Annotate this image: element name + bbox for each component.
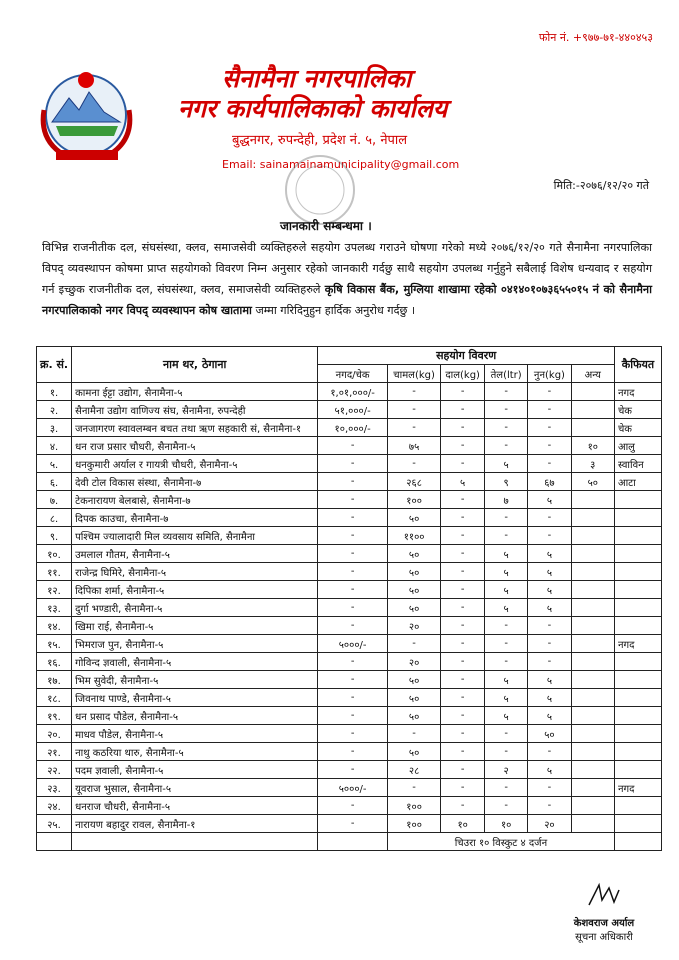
signatory-title: सूचना अधिकारी bbox=[575, 932, 633, 943]
table-cell: - bbox=[441, 689, 485, 707]
table-cell: २६८ bbox=[387, 473, 440, 491]
table-cell: ११०० bbox=[387, 527, 440, 545]
table-row bbox=[37, 563, 662, 581]
table-cell bbox=[614, 743, 661, 761]
table-cell: - bbox=[318, 797, 388, 815]
table-cell: १८. bbox=[37, 689, 72, 707]
table-cell: ५१,०००/- bbox=[318, 401, 388, 419]
col-sn: क्र. सं. bbox=[37, 347, 72, 383]
signature-mark bbox=[584, 880, 624, 910]
table-cell: आटा bbox=[614, 473, 661, 491]
table-cell: भिमराज पुन, सैनामैना-५ bbox=[72, 635, 318, 653]
table-cell: - bbox=[441, 797, 485, 815]
table-cell: १०० bbox=[387, 815, 440, 833]
table-cell bbox=[571, 509, 614, 527]
table-row bbox=[37, 779, 662, 797]
table-cell: - bbox=[318, 581, 388, 599]
table-cell: - bbox=[528, 527, 571, 545]
bank-details: कृषि विकास बैंक, मुग्लिया शाखामा रहेको ०४१४०१०७३६५५०१५ नं को सैनामैना नगरपालिकाको नगर विपद् व्यवस्थापन कोष खातामा bbox=[42, 283, 652, 317]
table-cell: १०. bbox=[37, 545, 72, 563]
table-cell bbox=[614, 581, 661, 599]
table-cell bbox=[571, 761, 614, 779]
table-cell: - bbox=[528, 779, 571, 797]
table-row bbox=[37, 455, 662, 473]
table-cell: ५ bbox=[528, 545, 571, 563]
table-cell: - bbox=[441, 509, 485, 527]
table-cell: - bbox=[441, 455, 485, 473]
table-cell: ६. bbox=[37, 473, 72, 491]
table-footer-row bbox=[37, 833, 662, 851]
table-cell bbox=[571, 491, 614, 509]
table-cell: - bbox=[485, 779, 528, 797]
table-cell: ५०००/- bbox=[318, 635, 388, 653]
table-cell: १०० bbox=[387, 797, 440, 815]
table-cell: ५ bbox=[528, 671, 571, 689]
signature-block bbox=[559, 880, 649, 943]
table-cell: - bbox=[528, 401, 571, 419]
table-cell: - bbox=[441, 581, 485, 599]
table-cell bbox=[571, 689, 614, 707]
phone-number: फोन नं. +९७७-७१-४४०४५३ bbox=[538, 31, 653, 44]
table-cell bbox=[614, 599, 661, 617]
table-row bbox=[37, 653, 662, 671]
table-cell: ५ bbox=[485, 545, 528, 563]
table-cell: ३ bbox=[571, 455, 614, 473]
municipality-emblem bbox=[34, 70, 139, 165]
table-row bbox=[37, 689, 662, 707]
table-cell: भिम सुवेदी, सैनामैना-५ bbox=[72, 671, 318, 689]
table-cell: नगद bbox=[614, 383, 661, 401]
table-cell bbox=[571, 653, 614, 671]
table-cell: राजेन्द्र घिमिरे, सैनामैना-५ bbox=[72, 563, 318, 581]
table-cell: - bbox=[441, 401, 485, 419]
table-cell: १७. bbox=[37, 671, 72, 689]
table-cell: ५ bbox=[485, 707, 528, 725]
table-cell: - bbox=[528, 383, 571, 401]
table-cell: ५. bbox=[37, 455, 72, 473]
table-cell: - bbox=[441, 545, 485, 563]
table-cell: - bbox=[528, 419, 571, 437]
office-name: नगर कार्यपालिकाको कार्यालय bbox=[178, 94, 448, 123]
table-cell bbox=[614, 689, 661, 707]
table-cell: - bbox=[485, 635, 528, 653]
table-cell: - bbox=[318, 743, 388, 761]
office-address: बुद्धनगर, रुपन्देही, प्रदेश नं. ५, नेपाल bbox=[232, 133, 408, 148]
table-cell: - bbox=[485, 383, 528, 401]
table-cell: - bbox=[528, 743, 571, 761]
table-cell: ५० bbox=[387, 743, 440, 761]
table-cell: - bbox=[485, 527, 528, 545]
table-cell: ८. bbox=[37, 509, 72, 527]
table-cell: - bbox=[441, 707, 485, 725]
subcol-2: दाल(kg) bbox=[441, 365, 485, 383]
table-cell: ५ bbox=[485, 599, 528, 617]
table-row bbox=[37, 491, 662, 509]
letter-date: मिति:-२०७६/१२/२० गते bbox=[553, 179, 649, 192]
table-cell: - bbox=[485, 617, 528, 635]
table-cell: - bbox=[387, 725, 440, 743]
table-cell: स्वाविन bbox=[614, 455, 661, 473]
table-cell: १३. bbox=[37, 599, 72, 617]
table-cell: १६. bbox=[37, 653, 72, 671]
table-cell: खिमा राई, सैनामैना-५ bbox=[72, 617, 318, 635]
table-cell: - bbox=[485, 743, 528, 761]
table-cell: ५ bbox=[485, 671, 528, 689]
table-cell: - bbox=[528, 635, 571, 653]
table-cell: ९. bbox=[37, 527, 72, 545]
table-cell bbox=[571, 545, 614, 563]
table-cell bbox=[614, 815, 661, 833]
table-cell bbox=[614, 707, 661, 725]
table-cell: २८ bbox=[387, 761, 440, 779]
table-cell: - bbox=[528, 437, 571, 455]
table-cell: ५ bbox=[528, 581, 571, 599]
table-cell: - bbox=[387, 419, 440, 437]
table-cell: - bbox=[485, 725, 528, 743]
table-row bbox=[37, 419, 662, 437]
table-cell: - bbox=[441, 563, 485, 581]
table-cell bbox=[614, 797, 661, 815]
table-cell: ९ bbox=[485, 473, 528, 491]
table-cell: - bbox=[387, 401, 440, 419]
footer-note: चिउरा १० विस्कुट ४ दर्जन bbox=[387, 833, 614, 851]
table-cell: ५ bbox=[528, 599, 571, 617]
table-cell: ७ bbox=[485, 491, 528, 509]
table-cell: - bbox=[318, 617, 388, 635]
table-cell: - bbox=[528, 797, 571, 815]
table-cell bbox=[571, 725, 614, 743]
table-cell bbox=[614, 653, 661, 671]
table-row bbox=[37, 437, 662, 455]
table-cell: - bbox=[318, 707, 388, 725]
table-cell: यूवराज भुसाल, सैनामैना-५ bbox=[72, 779, 318, 797]
col-remark: कैफियत bbox=[614, 347, 661, 383]
letter-body bbox=[42, 237, 652, 321]
office-email: Email: sainamainamunicipality@gmail.com bbox=[222, 158, 460, 171]
table-cell bbox=[614, 563, 661, 581]
table-cell bbox=[614, 671, 661, 689]
table-cell: नगद bbox=[614, 779, 661, 797]
table-cell: - bbox=[528, 509, 571, 527]
table-cell: ५ bbox=[485, 563, 528, 581]
subcol-4: नुन(kg) bbox=[528, 365, 571, 383]
table-cell: - bbox=[318, 509, 388, 527]
table-cell: - bbox=[318, 527, 388, 545]
table-cell: ५ bbox=[528, 491, 571, 509]
table-cell bbox=[571, 383, 614, 401]
table-cell: दिपिका शर्मा, सैनामैना-५ bbox=[72, 581, 318, 599]
table-cell: ५० bbox=[387, 689, 440, 707]
table-cell: ४. bbox=[37, 437, 72, 455]
table-cell: ५ bbox=[485, 689, 528, 707]
letter-subject: जानकारी सम्बन्धमा । bbox=[280, 219, 372, 233]
table-cell: १. bbox=[37, 383, 72, 401]
table-cell: नारायण बहादुर रावल, सैनामैना-१ bbox=[72, 815, 318, 833]
table-cell: माधव पौडेल, सैनामैना-५ bbox=[72, 725, 318, 743]
table-cell: १०,०००/- bbox=[318, 419, 388, 437]
table-cell: - bbox=[441, 725, 485, 743]
table-cell: ३. bbox=[37, 419, 72, 437]
table-cell: - bbox=[441, 527, 485, 545]
table-cell: - bbox=[387, 455, 440, 473]
body-paragraph: विभिन्न राजनीतीक दल, संघसंस्था, क्लव, समाजसेवी व्यक्तिहरुले सहयोग उपलब्ध गराउने घोषणा गरेको मध्ये २०७६/१२/२० गते सैनामैना नगरपालिका विपद् व्यवस्थापन कोषमा प्राप्त सहयोगको विवरण निम्न अनुसार रहेको जानकारी गर्दछु साथै सहयोग उपलब्ध गर्नुहुने सबैलाई विशेष धन्यवाद र सहयोग गर्न इच्छुक राजनीतीक दल, संघसंस्था, क्लव, समाजसेवी व्यक्तिहरुले bbox=[42, 241, 652, 296]
table-cell bbox=[571, 743, 614, 761]
table-cell bbox=[614, 725, 661, 743]
table-cell: ५० bbox=[387, 707, 440, 725]
table-cell bbox=[571, 779, 614, 797]
table-cell: १०० bbox=[387, 491, 440, 509]
table-cell: - bbox=[485, 437, 528, 455]
table-cell: - bbox=[528, 653, 571, 671]
table-cell: टेकनारायण बेलबासे, सैनामैना-७ bbox=[72, 491, 318, 509]
table-row bbox=[37, 725, 662, 743]
table-cell: जिवनाथ पाण्डे, सैनामैना-५ bbox=[72, 689, 318, 707]
table-cell: - bbox=[441, 617, 485, 635]
table-cell: - bbox=[441, 743, 485, 761]
table-row bbox=[37, 707, 662, 725]
table-cell: २५. bbox=[37, 815, 72, 833]
table-cell: - bbox=[485, 401, 528, 419]
table-cell: २३. bbox=[37, 779, 72, 797]
table-cell: १० bbox=[571, 437, 614, 455]
table-cell: धनकुमारी अर्याल र गायत्री चौधरी, सैनामैना-५ bbox=[72, 455, 318, 473]
table-cell bbox=[571, 563, 614, 581]
table-cell: - bbox=[318, 671, 388, 689]
table-cell: पश्चिम ज्यालादारी मिल व्यवसाय समिति, सैनामैना bbox=[72, 527, 318, 545]
table-cell: - bbox=[318, 689, 388, 707]
table-cell: २१. bbox=[37, 743, 72, 761]
table-cell: सैनामैना उद्योग वाणिज्य संघ, सैनामैना, रुपन्देही bbox=[72, 401, 318, 419]
table-row bbox=[37, 545, 662, 563]
table-cell: ५ bbox=[528, 707, 571, 725]
table-cell: - bbox=[485, 419, 528, 437]
table-cell: २४. bbox=[37, 797, 72, 815]
table-cell: पदम ज्ञवाली, सैनामैना-५ bbox=[72, 761, 318, 779]
table-cell: नगद bbox=[614, 635, 661, 653]
table-cell: २० bbox=[387, 617, 440, 635]
table-cell: - bbox=[387, 779, 440, 797]
table-cell: - bbox=[441, 761, 485, 779]
subcol-1: चामल(kg) bbox=[387, 365, 440, 383]
table-cell: ५ bbox=[528, 689, 571, 707]
table-cell: - bbox=[485, 797, 528, 815]
table-cell: - bbox=[318, 761, 388, 779]
table-cell: दुर्गा भण्डारी, सैनामैना-५ bbox=[72, 599, 318, 617]
table-cell: - bbox=[387, 635, 440, 653]
table-row bbox=[37, 635, 662, 653]
table-cell: - bbox=[318, 815, 388, 833]
table-cell: १,०१,०००/- bbox=[318, 383, 388, 401]
table-cell: जनजागरण स्वावलम्बन बचत तथा ऋण सहकारी सं, सैनामैना-१ bbox=[72, 419, 318, 437]
table-cell bbox=[614, 545, 661, 563]
table-cell bbox=[571, 581, 614, 599]
table-cell: - bbox=[441, 653, 485, 671]
table-cell: - bbox=[387, 383, 440, 401]
table-cell: - bbox=[441, 599, 485, 617]
table-cell bbox=[571, 599, 614, 617]
table-cell: ५ bbox=[528, 563, 571, 581]
table-cell: धनराज चौधरी, सैनामैना-५ bbox=[72, 797, 318, 815]
table-row bbox=[37, 599, 662, 617]
table-cell: - bbox=[318, 455, 388, 473]
table-cell: ७५ bbox=[387, 437, 440, 455]
subcol-5: अन्य bbox=[571, 365, 614, 383]
table-cell: उमलाल गौतम, सैनामैना-५ bbox=[72, 545, 318, 563]
table-cell bbox=[614, 491, 661, 509]
table-cell bbox=[571, 707, 614, 725]
table-cell: धन राज प्रसार चौधरी, सैनामैना-५ bbox=[72, 437, 318, 455]
table-cell: ५० bbox=[387, 545, 440, 563]
table-row bbox=[37, 761, 662, 779]
table-cell: ५० bbox=[528, 725, 571, 743]
table-cell: - bbox=[485, 653, 528, 671]
table-row bbox=[37, 383, 662, 401]
table-cell: - bbox=[318, 545, 388, 563]
col-support: सहयोग विवरण bbox=[318, 347, 615, 365]
table-cell: - bbox=[441, 671, 485, 689]
table-cell: २. bbox=[37, 401, 72, 419]
table-cell: १२. bbox=[37, 581, 72, 599]
table-cell: १० bbox=[441, 815, 485, 833]
table-cell: - bbox=[318, 491, 388, 509]
table-cell: नाथु कठरिया थारु, सैनामैना-५ bbox=[72, 743, 318, 761]
table-cell: गोविन्द ज्ञवाली, सैनामैना-५ bbox=[72, 653, 318, 671]
donation-table bbox=[36, 346, 662, 851]
table-cell: ६७ bbox=[528, 473, 571, 491]
body-closing: जम्मा गरिदिनुहुन हार्दिक अनुरोध गर्दछु । bbox=[255, 304, 416, 317]
table-cell: - bbox=[318, 653, 388, 671]
table-cell: दिपक काउचा, सैनामैना-७ bbox=[72, 509, 318, 527]
table-cell bbox=[571, 617, 614, 635]
table-cell: ११. bbox=[37, 563, 72, 581]
table-cell: २० bbox=[387, 653, 440, 671]
signatory-name: केशवराज अर्याल bbox=[573, 918, 635, 929]
table-cell: कामना ईट्टा उद्योग, सैनामैना-५ bbox=[72, 383, 318, 401]
table-cell: ७. bbox=[37, 491, 72, 509]
table-cell: २२. bbox=[37, 761, 72, 779]
table-cell: - bbox=[441, 419, 485, 437]
table-cell: ५ bbox=[485, 455, 528, 473]
table-cell bbox=[571, 635, 614, 653]
table-cell bbox=[571, 797, 614, 815]
table-cell: - bbox=[528, 617, 571, 635]
table-cell bbox=[571, 527, 614, 545]
table-cell: धन प्रसाद पौडेल, सैनामैना-५ bbox=[72, 707, 318, 725]
table-cell bbox=[571, 401, 614, 419]
table-cell: २०. bbox=[37, 725, 72, 743]
municipality-name: सैनामैना नगरपालिका bbox=[222, 64, 412, 93]
table-cell: - bbox=[441, 779, 485, 797]
table-cell bbox=[614, 617, 661, 635]
table-cell: आलु bbox=[614, 437, 661, 455]
table-cell: - bbox=[318, 599, 388, 617]
table-row bbox=[37, 527, 662, 545]
table-cell: ५ bbox=[485, 581, 528, 599]
subcol-3: तेल(ltr) bbox=[485, 365, 528, 383]
table-cell: चेक bbox=[614, 401, 661, 419]
table-cell: १९. bbox=[37, 707, 72, 725]
table-row bbox=[37, 509, 662, 527]
table-cell: १५. bbox=[37, 635, 72, 653]
table-cell: ५०००/- bbox=[318, 779, 388, 797]
table-cell: ५० bbox=[387, 563, 440, 581]
table-cell: - bbox=[318, 437, 388, 455]
table-cell bbox=[614, 761, 661, 779]
table-cell: - bbox=[318, 725, 388, 743]
table-cell: २० bbox=[528, 815, 571, 833]
table-cell: ५० bbox=[387, 509, 440, 527]
table-cell: १० bbox=[485, 815, 528, 833]
table-cell: ५० bbox=[387, 671, 440, 689]
table-cell bbox=[571, 815, 614, 833]
table-row bbox=[37, 743, 662, 761]
table-cell: ५ bbox=[441, 473, 485, 491]
table-cell: - bbox=[441, 437, 485, 455]
table-row bbox=[37, 815, 662, 833]
table-row bbox=[37, 473, 662, 491]
table-cell: ५ bbox=[528, 761, 571, 779]
table-row bbox=[37, 617, 662, 635]
table-cell bbox=[571, 419, 614, 437]
table-cell: - bbox=[318, 473, 388, 491]
table-cell: - bbox=[441, 635, 485, 653]
table-row bbox=[37, 671, 662, 689]
table-cell: ५० bbox=[387, 599, 440, 617]
table-cell: १४. bbox=[37, 617, 72, 635]
col-name: नाम थर, ठेगाना bbox=[72, 347, 318, 383]
table-cell: - bbox=[485, 509, 528, 527]
subcol-0: नगद/चेक bbox=[318, 365, 388, 383]
table-cell: ५० bbox=[571, 473, 614, 491]
table-cell bbox=[614, 527, 661, 545]
table-cell: - bbox=[318, 563, 388, 581]
table-cell bbox=[571, 671, 614, 689]
table-cell: - bbox=[528, 455, 571, 473]
table-cell: देवी टोल विकास संस्था, सैनामैना-७ bbox=[72, 473, 318, 491]
table-cell: ५० bbox=[387, 581, 440, 599]
table-cell bbox=[614, 509, 661, 527]
table-cell: - bbox=[441, 383, 485, 401]
table-row bbox=[37, 797, 662, 815]
table-cell: चेक bbox=[614, 419, 661, 437]
table-row bbox=[37, 581, 662, 599]
table-row bbox=[37, 401, 662, 419]
table-cell: - bbox=[441, 491, 485, 509]
table-cell: २ bbox=[485, 761, 528, 779]
